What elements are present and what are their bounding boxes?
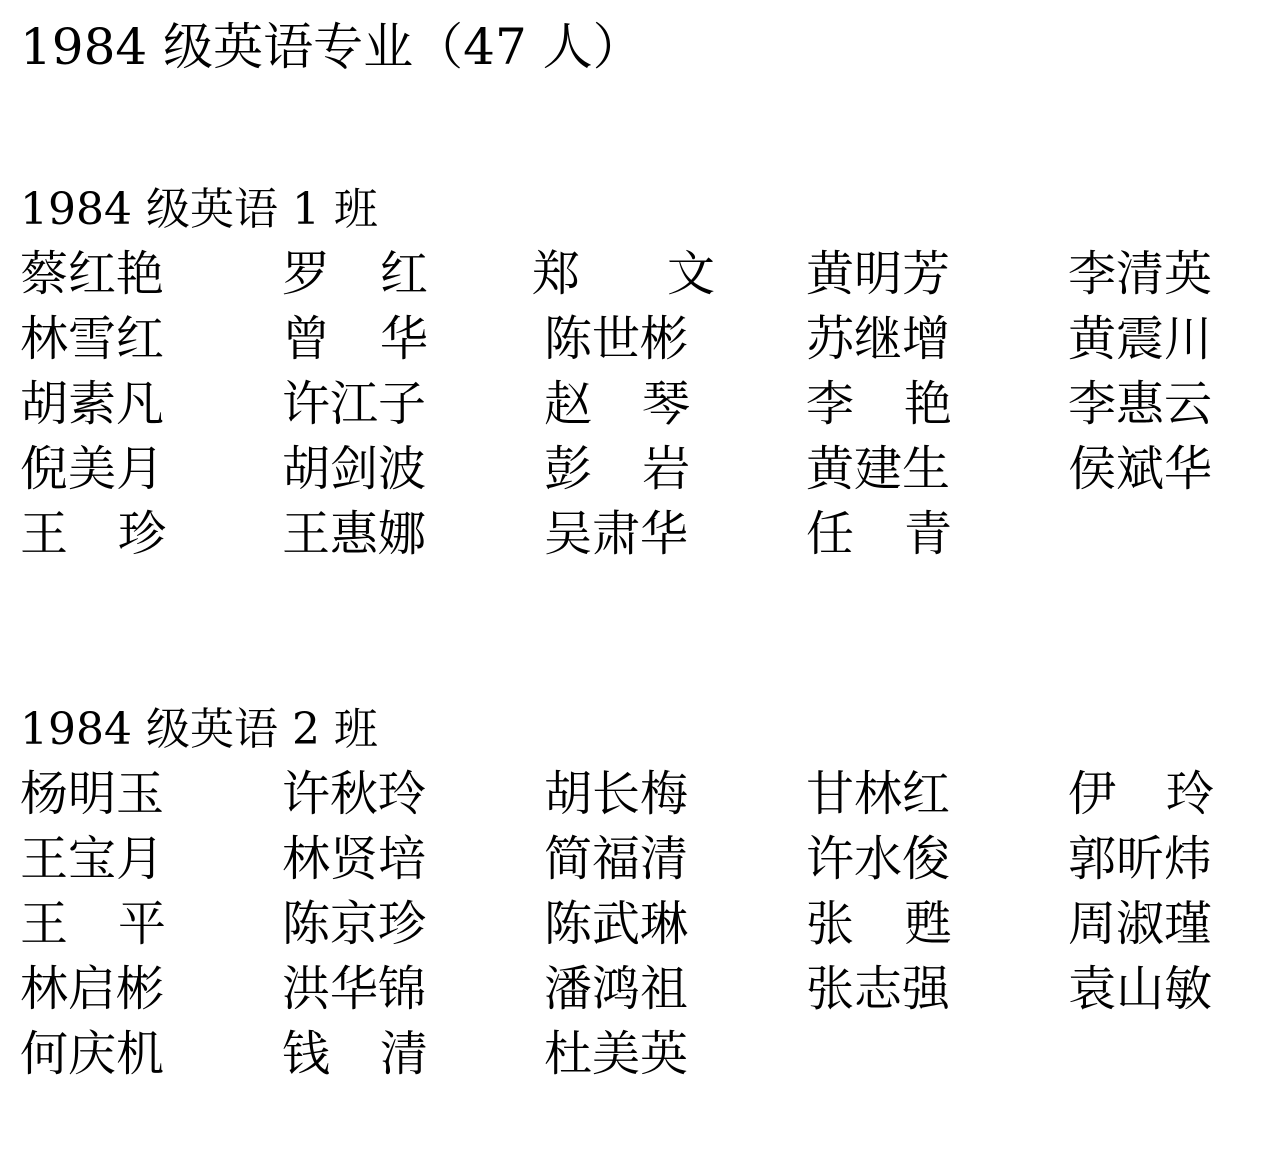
student-name: 王 平	[20, 896, 166, 952]
student-name: 任 青	[806, 506, 952, 562]
name-row	[20, 372, 1256, 437]
student-name: 黄震川	[1068, 311, 1213, 367]
student-name: 王 珍	[20, 506, 166, 562]
student-name: 郭昕炜	[1068, 831, 1213, 887]
student-name: 洪华锦	[282, 961, 427, 1017]
student-name: 苏继增	[806, 311, 951, 367]
name-row	[20, 892, 1256, 957]
student-name: 许秋玲	[282, 766, 427, 822]
student-name: 胡素凡	[20, 376, 165, 432]
student-name: 胡长梅	[544, 766, 689, 822]
student-name: 钱 清	[282, 1026, 428, 1082]
student-name: 王宝月	[20, 831, 165, 887]
name-row	[20, 242, 1256, 307]
name-row	[20, 827, 1256, 892]
student-name: 许江子	[282, 376, 427, 432]
student-name: 袁山敏	[1068, 961, 1213, 1017]
student-name: 周淑瑾	[1068, 896, 1213, 952]
student-name: 赵 琴	[544, 376, 690, 432]
student-name: 林贤培	[282, 831, 427, 887]
student-name: 李清英	[1068, 246, 1213, 302]
student-name: 林雪红	[20, 311, 165, 367]
name-list	[20, 242, 1256, 567]
student-name: 蔡红艳	[20, 246, 165, 302]
student-name: 李 艳	[806, 376, 952, 432]
student-name: 郑 文	[532, 246, 715, 302]
student-name: 李惠云	[1068, 376, 1213, 432]
student-name: 简福清	[544, 831, 689, 887]
student-name: 陈世彬	[544, 311, 689, 367]
student-name: 伊 玲	[1068, 766, 1214, 822]
student-name: 林启彬	[20, 961, 165, 1017]
page-title: 1984 级英语专业（47 人）	[20, 18, 643, 76]
student-name: 陈京珍	[282, 896, 427, 952]
name-list	[20, 762, 1256, 1087]
name-row	[20, 502, 1256, 567]
student-name: 许水俊	[806, 831, 951, 887]
student-name: 彭 岩	[544, 441, 690, 497]
student-name: 胡剑波	[282, 441, 427, 497]
student-name: 甘林红	[806, 766, 951, 822]
student-name: 罗 红	[282, 246, 428, 302]
name-row	[20, 307, 1256, 372]
student-name: 吴肃华	[544, 506, 689, 562]
student-name: 杨明玉	[20, 766, 165, 822]
name-row	[20, 1022, 1256, 1087]
student-name: 倪美月	[20, 441, 165, 497]
student-name: 陈武琳	[544, 896, 689, 952]
name-row	[20, 762, 1256, 827]
student-name: 王惠娜	[282, 506, 427, 562]
class-heading: 1984 级英语 2 班	[20, 704, 378, 755]
student-name: 潘鸿祖	[544, 961, 689, 1017]
student-name: 黄明芳	[806, 246, 951, 302]
student-name: 曾 华	[282, 311, 428, 367]
name-row	[20, 437, 1256, 502]
name-row	[20, 957, 1256, 1022]
student-name: 侯斌华	[1068, 441, 1213, 497]
student-name: 张 甦	[806, 896, 952, 952]
class-heading: 1984 级英语 1 班	[20, 184, 378, 235]
student-name: 何庆机	[20, 1026, 165, 1082]
student-name: 杜美英	[544, 1026, 689, 1082]
student-name: 黄建生	[806, 441, 951, 497]
student-name: 张志强	[806, 961, 951, 1017]
